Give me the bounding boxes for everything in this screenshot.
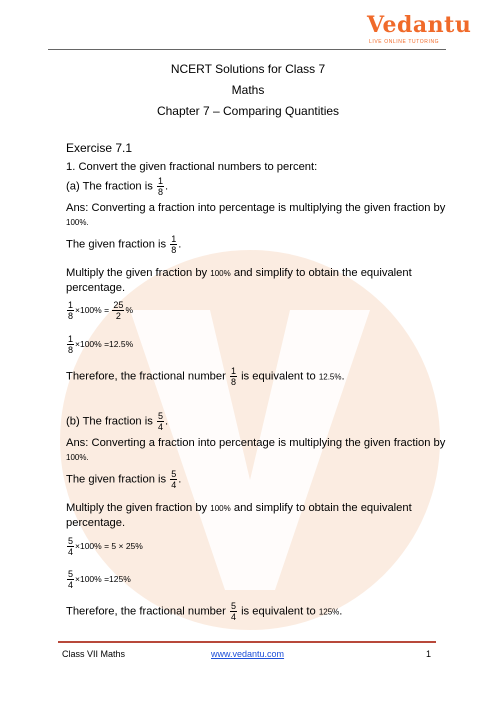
part-a-label: (a) The fraction is $\frac{1}{8}$ . (66, 176, 169, 197)
fraction: $\frac{1}{8}$ (171, 234, 177, 255)
part-b-answer: Ans: Converting a fraction into percentage is multiplying the given fraction by (66, 437, 446, 449)
footer-website-link[interactable]: www.vedantu.com (211, 649, 285, 659)
part-b-multiply-cont: percentage. (66, 517, 126, 529)
footer-rule (58, 641, 436, 643)
part-b-equation-2: $\frac{5}{4}$ ×100% =125% (68, 569, 131, 590)
fraction: $\frac{5}{4}$ (157, 411, 163, 432)
fraction: $\frac{1}{8}$ (157, 176, 163, 197)
part-b-multiply: Multiply the given fraction by 100% and simplify to obtain the equivalent (66, 502, 412, 514)
doc-chapter: Chapter 7 – Comparing Quantities (156, 104, 340, 118)
part-b-answer-cont: 100%. (66, 453, 89, 462)
logo-tagline: LIVE ONLINE TUTORING (369, 39, 440, 45)
part-b-equation-1: $\frac{5}{4}$ ×100% = 5 × 25% (68, 536, 143, 557)
part-b-given: The given fraction is $\frac{5}{4}$ . (66, 469, 182, 490)
header-rule (48, 49, 446, 50)
vedantu-logo (367, 12, 472, 48)
footer-page-number: 1 (426, 649, 432, 659)
part-a-multiply-cont: percentage. (66, 282, 126, 294)
part-a-answer: Ans: Converting a fraction into percentage is multiplying the given fraction by (66, 202, 446, 214)
exercise-heading: Exercise 7.1 (66, 141, 133, 155)
question-text: 1. Convert the given fractional numbers to percent: (66, 161, 318, 173)
part-a-answer-cont: 100%. (66, 218, 89, 227)
part-a-given: The given fraction is $\frac{1}{8}$ . (66, 234, 182, 255)
part-b-conclusion: Therefore, the fractional number $\frac{5}{4}$ is equivalent to 125%. (66, 601, 343, 622)
part-a-equation-2: $\frac{1}{8}$ ×100% =12.5% (68, 334, 134, 355)
fraction: $\frac{5}{4}$ (171, 469, 177, 490)
doc-subject: Maths (231, 83, 265, 97)
logo-wordmark: Vedantu (367, 12, 472, 38)
doc-title: NCERT Solutions for Class 7 (170, 62, 326, 76)
part-a-multiply: Multiply the given fraction by 100% and simplify to obtain the equivalent (66, 267, 412, 279)
part-a-equation-1: $\frac{1}{8}$ ×100% = $\frac{25}{2}$ % (68, 300, 133, 321)
part-b-label: (b) The fraction is $\frac{5}{4}$ . (66, 411, 169, 432)
part-a-conclusion: Therefore, the fractional number $\frac{1}{8}$ is equivalent to 12.5%. (66, 366, 345, 387)
footer-class: Class VII Maths (62, 649, 126, 659)
